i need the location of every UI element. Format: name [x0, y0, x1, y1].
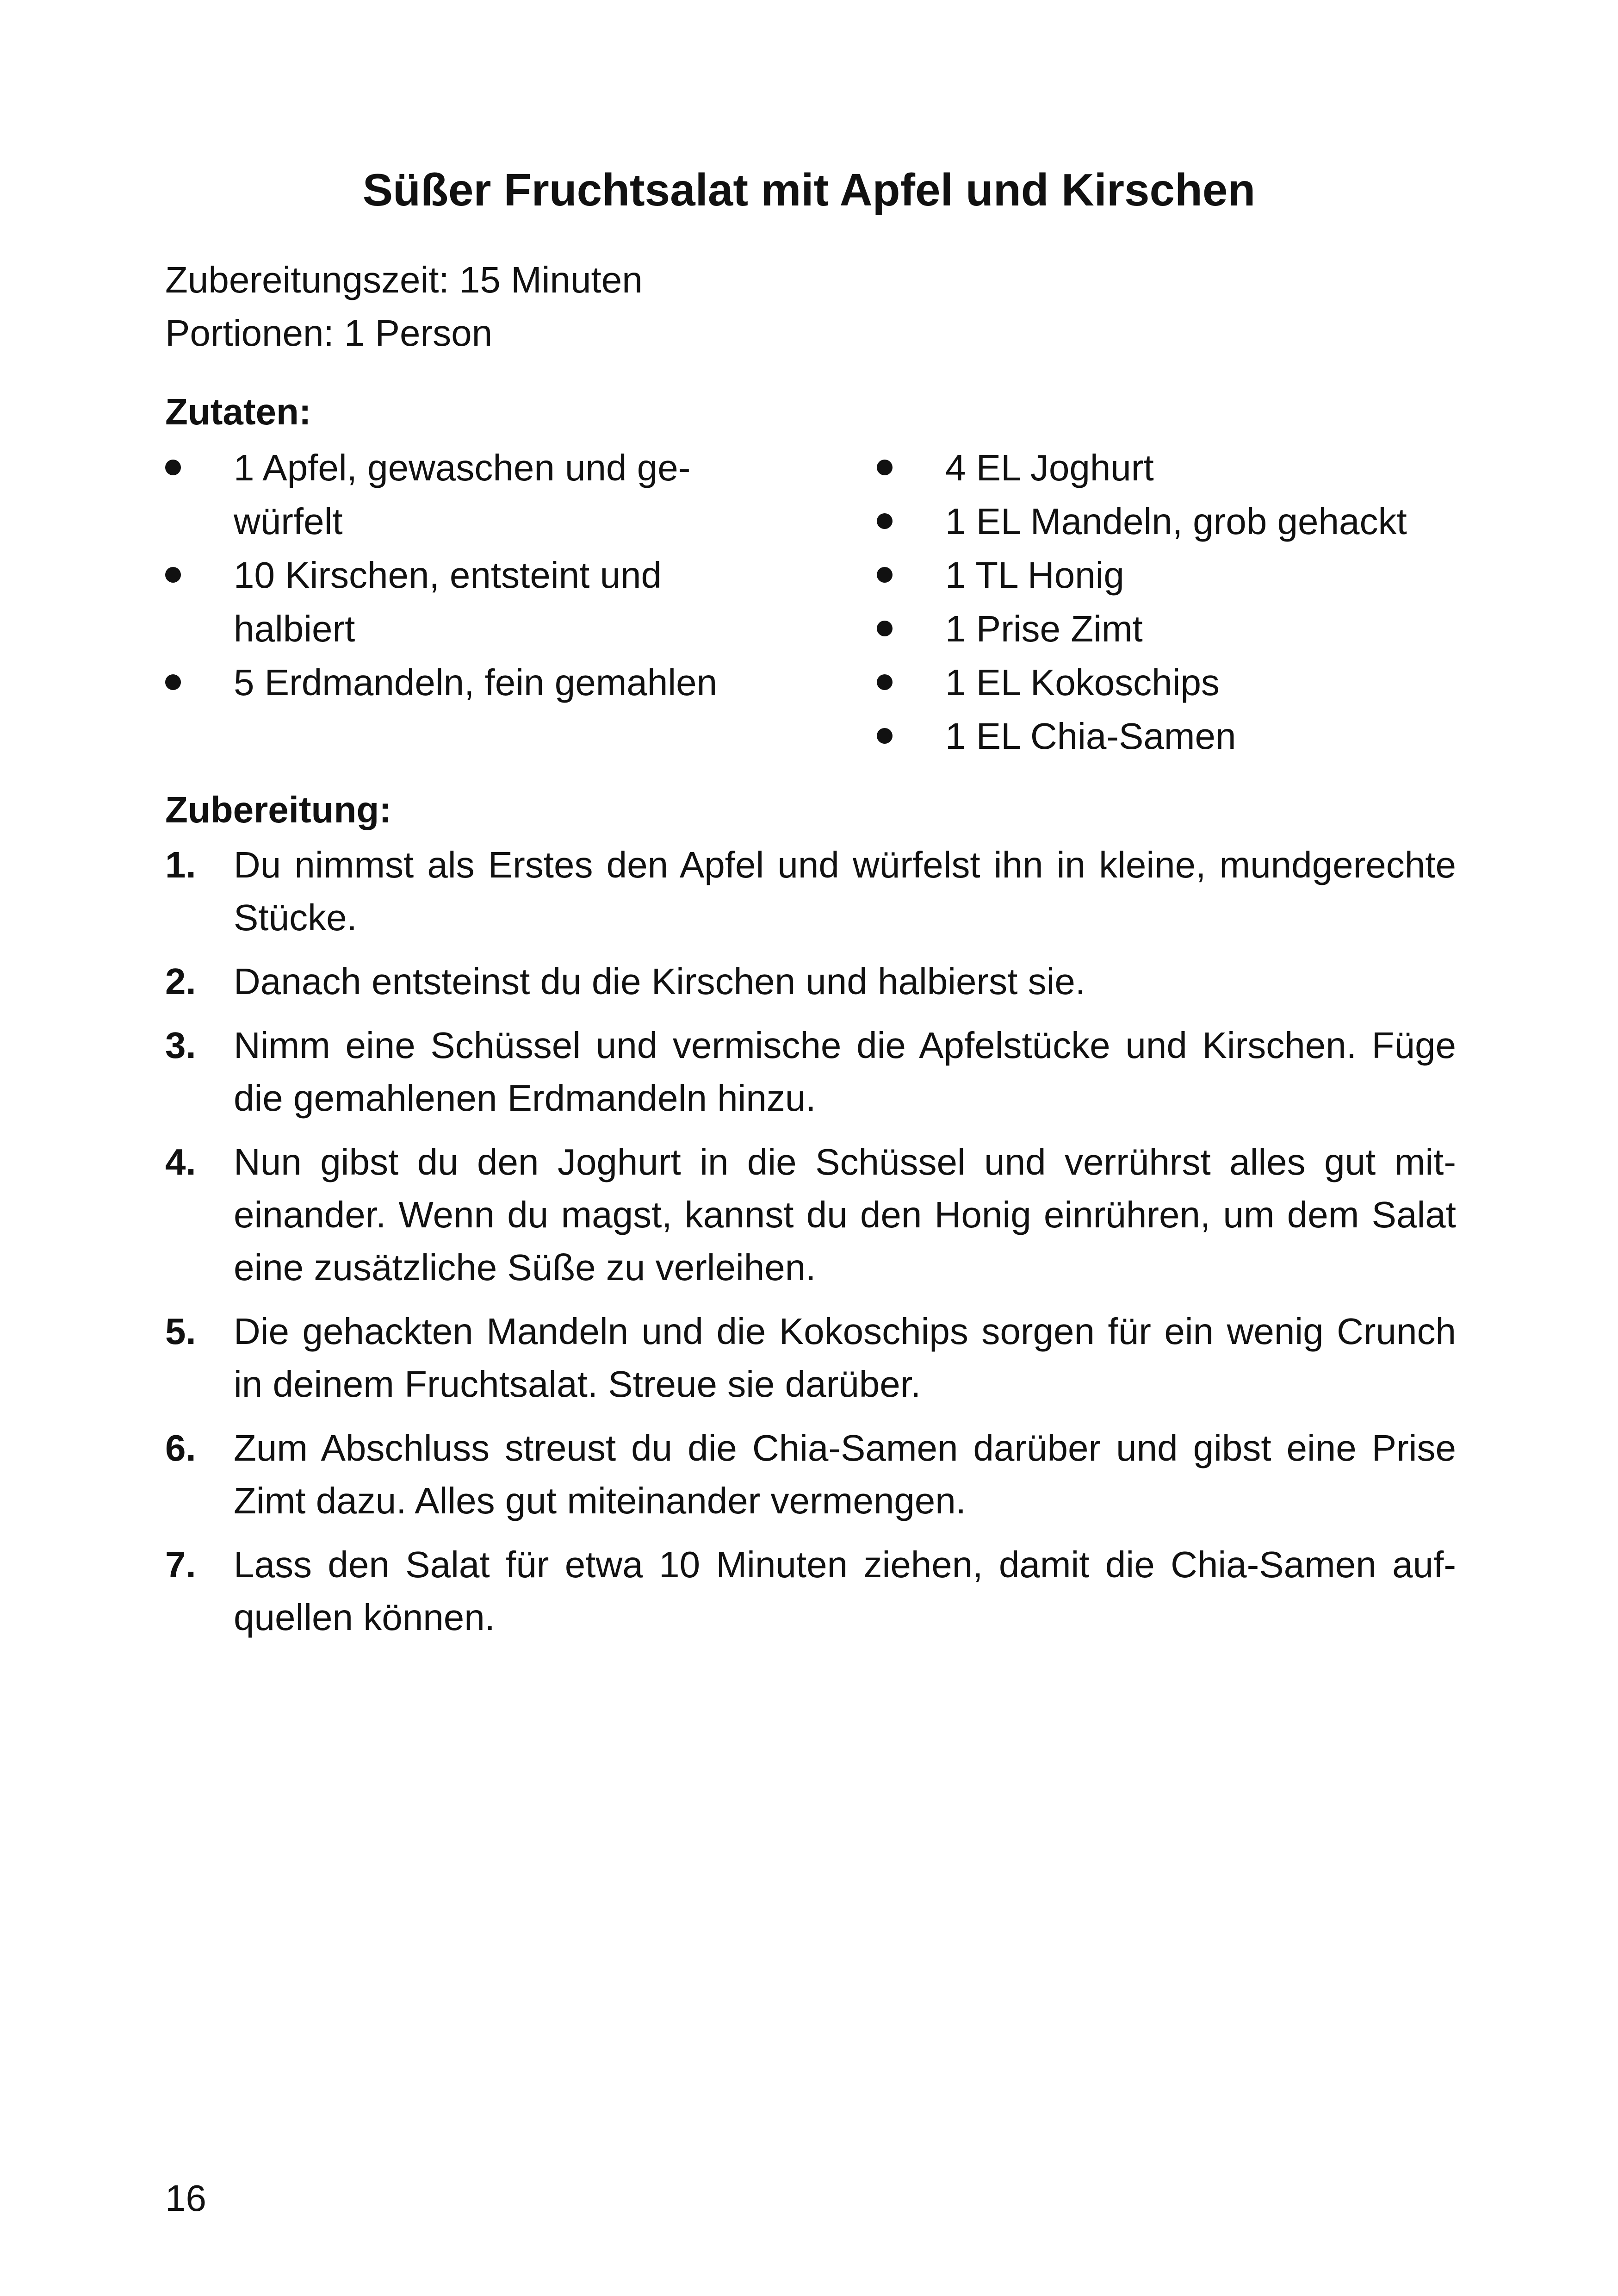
step-item	[165, 1538, 1456, 1644]
step-number: 2.	[165, 961, 196, 1002]
ingredient-item	[165, 441, 767, 548]
step-item	[165, 1422, 1456, 1527]
prep-time: Zubereitungszeit: 15 Minuten	[165, 259, 643, 300]
step-text: Danach entsteinst du die Kirschen und halbierst sie.	[234, 961, 1086, 1002]
portions: Portionen: 1 Person	[165, 312, 493, 354]
bullet-icon	[877, 621, 893, 636]
bullet-icon	[877, 460, 893, 475]
ingredient-item	[165, 548, 767, 656]
ingredient-text: 1 TL Honig	[945, 554, 1124, 596]
step-text: Zum Abschluss streust du die Chia-Samen darüber und gibst eine Prise Zimt dazu. Alles gut miteinander vermengen.	[234, 1427, 1456, 1521]
step-item	[165, 839, 1456, 944]
ingredient-text: 4 EL Joghurt	[945, 447, 1154, 488]
step-text: Lass den Salat für etwa 10 Minuten ziehen, damit die Chia-Samen aufquellen können.	[234, 1544, 1456, 1638]
ingredients-list-right	[877, 441, 1478, 763]
ingredient-text: 1 EL Chia-Samen	[945, 716, 1236, 757]
bullet-icon	[877, 674, 893, 690]
step-item	[165, 1305, 1456, 1411]
bullet-icon	[165, 460, 181, 475]
bullet-icon	[877, 567, 893, 583]
step-text: Du nimmst als Erstes den Apfel und würfelst ihn in kleine, mundgerechte Stücke.	[234, 844, 1456, 938]
ingredient-text: 5 Erdmandeln, fein gemahlen	[234, 662, 718, 703]
step-number: 3.	[165, 1025, 196, 1066]
step-item	[165, 955, 1456, 1008]
ingredient-text: 1 Prise Zimt	[945, 608, 1143, 649]
ingredient-item	[877, 441, 1478, 495]
step-number: 7.	[165, 1544, 196, 1585]
step-text: Nun gibst du den Joghurt in die Schüssel und verrührst alles gut miteinander. Wenn du magst, kannst du den Honig einrühren, um dem Salat eine zusätzliche Süße zu verleihen.	[234, 1141, 1456, 1288]
bullet-icon	[877, 728, 893, 744]
ingredient-item	[165, 656, 767, 709]
bullet-icon	[165, 674, 181, 690]
ingredient-text: 1 EL Kokoschips	[945, 662, 1220, 703]
step-item	[165, 1019, 1456, 1125]
page-number: 16	[165, 2178, 206, 2219]
ingredient-item	[877, 548, 1478, 602]
ingredients-heading: Zutaten:	[165, 391, 311, 432]
step-text: Nimm eine Schüssel und vermische die Apfelstücke und Kirschen. Füge die gemahlenen Erdmandeln hinzu.	[234, 1025, 1456, 1119]
step-number: 4.	[165, 1141, 196, 1182]
ingredient-item	[877, 709, 1478, 763]
ingredient-text: 1 EL Mandeln, grob gehackt	[945, 501, 1407, 542]
recipe-title: Süßer Fruchtsalat mit Apfel und Kirschen	[362, 164, 1256, 215]
step-number: 5.	[165, 1311, 196, 1352]
ingredients-list-left	[165, 441, 767, 709]
step-number: 6.	[165, 1427, 196, 1468]
ingredient-item	[877, 656, 1478, 709]
ingredient-item	[877, 495, 1478, 548]
step-number: 1.	[165, 844, 196, 885]
bullet-icon	[165, 567, 181, 583]
step-text: Die gehackten Mandeln und die Kokoschips sorgen für ein wenig Crunch in deinem Fruchtsalat. Streue sie darüber.	[234, 1311, 1456, 1405]
ingredient-text: 10 Kirschen, entsteint und halbiert	[234, 554, 662, 649]
preparation-steps	[165, 839, 1456, 1655]
preparation-heading: Zubereitung:	[165, 789, 391, 830]
ingredient-item	[877, 602, 1478, 656]
bullet-icon	[877, 513, 893, 529]
step-item	[165, 1136, 1456, 1294]
ingredient-text: 1 Apfel, gewaschen und gewürfelt	[234, 447, 691, 542]
